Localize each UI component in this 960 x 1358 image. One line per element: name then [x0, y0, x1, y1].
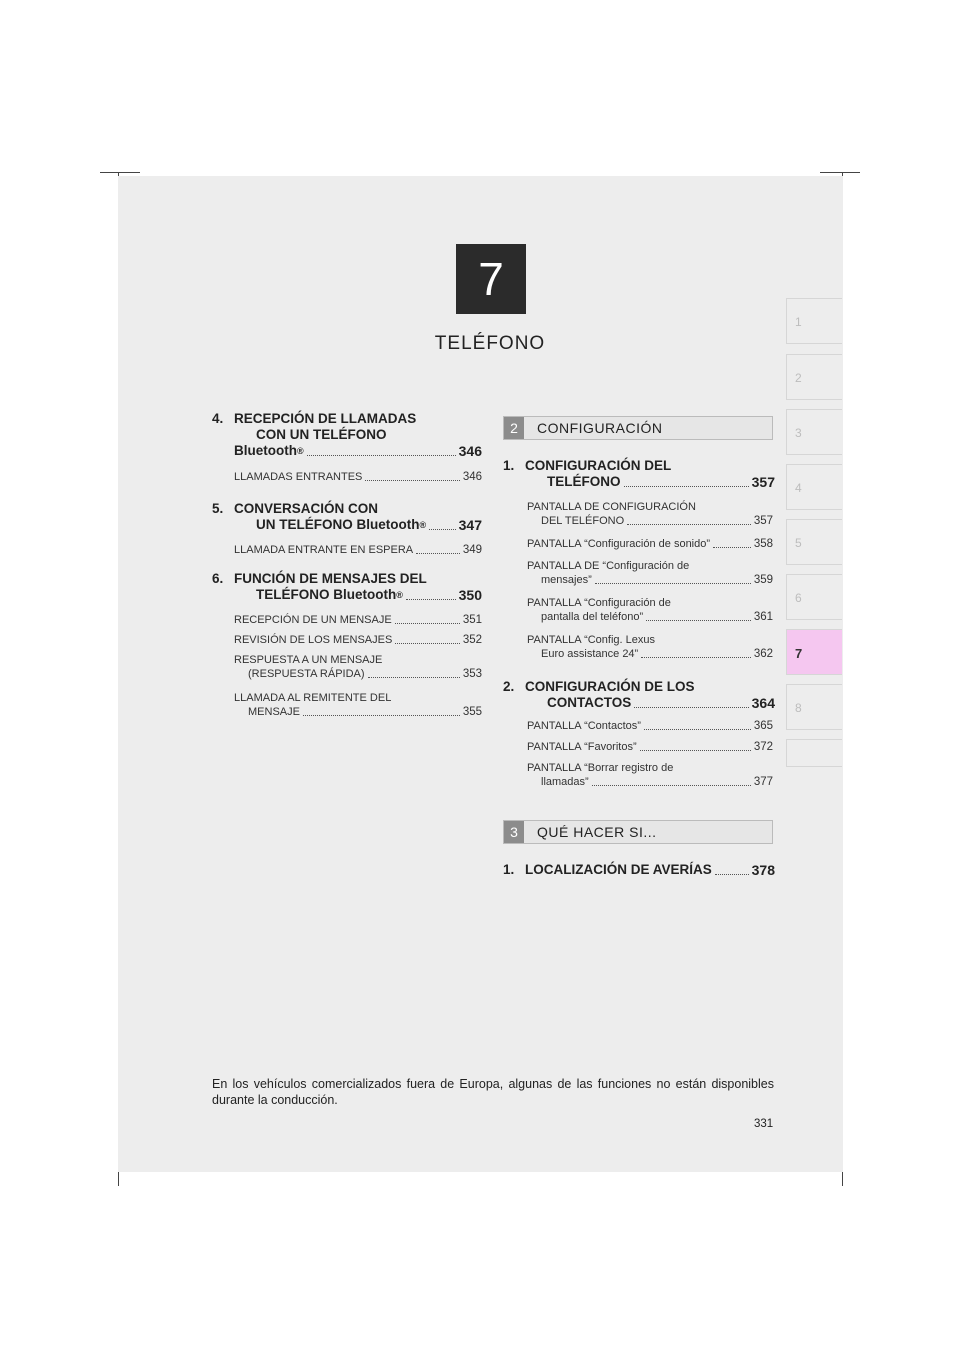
toc-sub-entry[interactable]: PANTALLA “Contactos” 365: [527, 720, 773, 732]
tab-3[interactable]: 3: [786, 409, 842, 455]
tab-1[interactable]: 1: [786, 298, 842, 344]
tab-blank: [786, 739, 842, 767]
footnote: En los vehículos comercializados fuera de Europa, algunas de las funciones no están disponibles durante la conducción.: [212, 1077, 774, 1107]
toc-entry-4[interactable]: 4. RECEPCIÓN DE LLAMADAS CON UN TELÉFONO Bluetooth ® 346: [212, 411, 482, 459]
section-label: CONFIGURACIÓN: [537, 420, 663, 436]
toc-sub-entry[interactable]: LLAMADA ENTRANTE EN ESPERA 349: [234, 544, 482, 556]
chapter-number: 7: [456, 244, 526, 314]
toc-sub-entry[interactable]: RECEPCIÓN DE UN MENSAJE 351: [234, 614, 482, 626]
tab-8[interactable]: 8: [786, 684, 842, 730]
section-header-3: [503, 820, 773, 844]
tab-2[interactable]: 2: [786, 354, 842, 400]
crop-mark: [820, 172, 860, 173]
tab-4[interactable]: 4: [786, 464, 842, 510]
section-header-2: [503, 416, 773, 440]
tab-6[interactable]: 6: [786, 574, 842, 620]
toc-sub-entry[interactable]: PANTALLA DE CONFIGURACIÓN DEL TELÉFONO 357: [527, 501, 773, 527]
toc-sub-entry[interactable]: PANTALLA “Config. Lexus Euro assistance 24” 362: [527, 634, 773, 660]
crop-mark: [100, 172, 140, 173]
toc-sub-entry[interactable]: PANTALLA “Favoritos” 372: [527, 741, 773, 753]
toc-entry-troubleshooting[interactable]: 1. LOCALIZACIÓN DE AVERÍAS 378: [503, 862, 775, 878]
toc-entry-6[interactable]: 6. FUNCIÓN DE MENSAJES DEL TELÉFONO Bluetooth ® 350: [212, 571, 482, 603]
toc-entry-5[interactable]: 5. CONVERSACIÓN CON UN TELÉFONO Bluetooth ® 347: [212, 501, 482, 533]
toc-sub-entry[interactable]: PANTALLA “Borrar registro de llamadas” 377: [527, 762, 773, 788]
section-number: 2: [504, 417, 524, 439]
toc-sub-entry[interactable]: LLAMADAS ENTRANTES 346: [234, 471, 482, 483]
section-number: 3: [504, 821, 524, 843]
toc-sub-entry[interactable]: REVISIÓN DE LOS MENSAJES 352: [234, 634, 482, 646]
toc-sub-entry[interactable]: PANTALLA “Configuración de sonido” 358: [527, 538, 773, 550]
page-number: 331: [754, 1118, 774, 1130]
chapter-title: TELÉFONO: [434, 333, 546, 354]
section-label: QUÉ HACER SI...: [537, 824, 657, 840]
toc-sub-entry[interactable]: PANTALLA DE “Configuración de mensajes” 359: [527, 560, 773, 586]
toc-entry-config-contacts[interactable]: 2. CONFIGURACIÓN DE LOS CONTACTOS 364: [503, 679, 775, 711]
tab-7[interactable]: 7: [786, 629, 842, 675]
toc-sub-entry[interactable]: PANTALLA “Configuración de pantalla del teléfono” 361: [527, 597, 773, 623]
tab-5[interactable]: 5: [786, 519, 842, 565]
toc-sub-entry[interactable]: RESPUESTA A UN MENSAJE (RESPUESTA RÁPIDA) 353: [234, 654, 482, 680]
toc-entry-config-phone[interactable]: 1. CONFIGURACIÓN DEL TELÉFONO 357: [503, 458, 775, 490]
toc-sub-entry[interactable]: LLAMADA AL REMITENTE DEL MENSAJE 355: [234, 692, 482, 718]
